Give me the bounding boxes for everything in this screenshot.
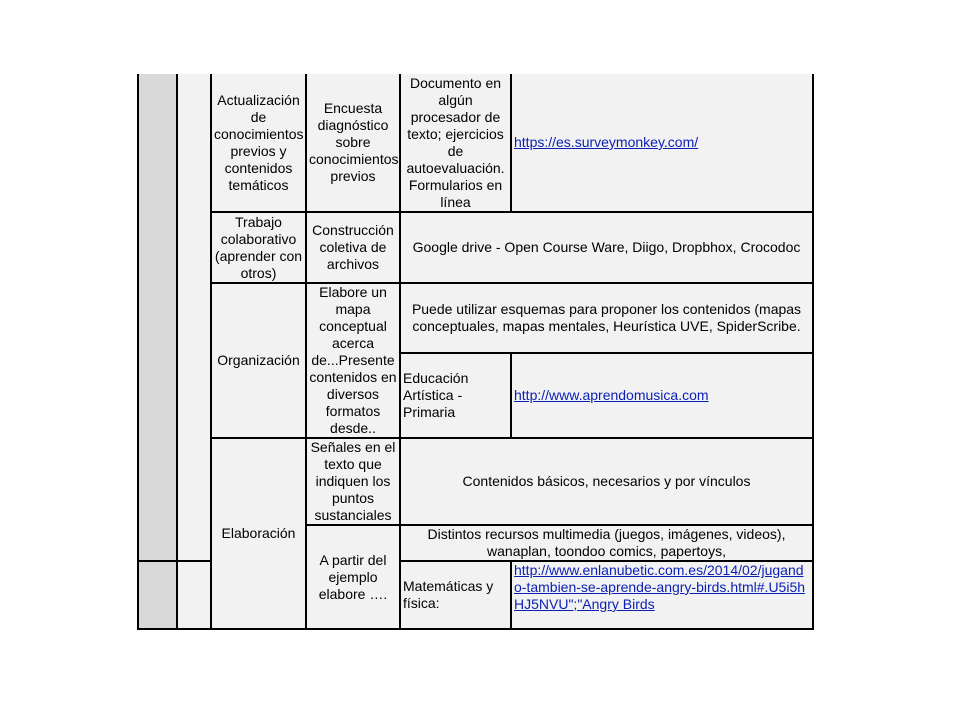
table-row-actualizacion	[138, 74, 813, 212]
link-cell	[511, 561, 813, 629]
strategy-cell: Organización	[211, 283, 306, 438]
activity-cell: Señales en el texto que indiquen los puntos sustanciales	[306, 438, 400, 525]
subject-cell: Matemáticas y física:	[400, 561, 511, 629]
strategy-cell: Elaboración	[211, 438, 306, 629]
activity-cell: A partir del ejemplo elabore ….	[306, 525, 400, 629]
surveymonkey-link[interactable]: https://es.surveymonkey.com/	[514, 134, 699, 150]
content-cell: Contenidos básicos, necesarios y por vínculos	[400, 438, 813, 525]
link-cell	[511, 353, 813, 438]
strategies-table	[137, 74, 814, 630]
subject-cell: Educación Artística - Primaria	[400, 353, 511, 438]
blank-column	[177, 74, 211, 561]
link-cell	[511, 74, 813, 212]
blank-column-end	[177, 561, 211, 629]
resources-cell: Documento en algún procesador de texto; ejercicios de autoevaluación. Formularios en línea	[400, 74, 511, 212]
aprendomusica-link[interactable]: http://www.aprendomusica.com	[514, 387, 709, 403]
table-row-organizacion	[138, 283, 813, 353]
tools-cell: Google drive - Open Course Ware, Diigo, Dropbhox, Crocodoc	[400, 212, 813, 283]
gray-column	[138, 74, 177, 561]
activity-cell: Encuesta diagnóstico sobre conocimientos previos	[306, 74, 400, 212]
tools-cell: Puede utilizar esquemas para proponer los contenidos (mapas conceptuales, mapas mentales, Heurística UVE, SpiderScribe.	[400, 283, 813, 353]
table-row-trabajo	[138, 212, 813, 283]
activity-cell: Construcción coletiva de archivos	[306, 212, 400, 283]
strategy-cell: Actualización de conocimientos previos y contenidos temáticos	[211, 74, 306, 212]
gray-column-end	[138, 561, 177, 629]
activity-cell: Elabore un mapa conceptual acerca de...Presente contenidos en diversos formatos desde..	[306, 283, 400, 438]
enlanubetic-link[interactable]: http://www.enlanubetic.com.es/2014/02/jugando-tambien-se-aprende-angry-birds.html#.U5i5hHJ5NVU";"Angry Birds	[514, 562, 806, 612]
content-cell: Distintos recursos multimedia (juegos, imágenes, videos), wanaplan, toondoo comics, papertoys,	[400, 525, 813, 561]
table-row-elaboracion	[138, 438, 813, 525]
strategy-cell: Trabajo colaborativo (aprender con otros)	[211, 212, 306, 283]
